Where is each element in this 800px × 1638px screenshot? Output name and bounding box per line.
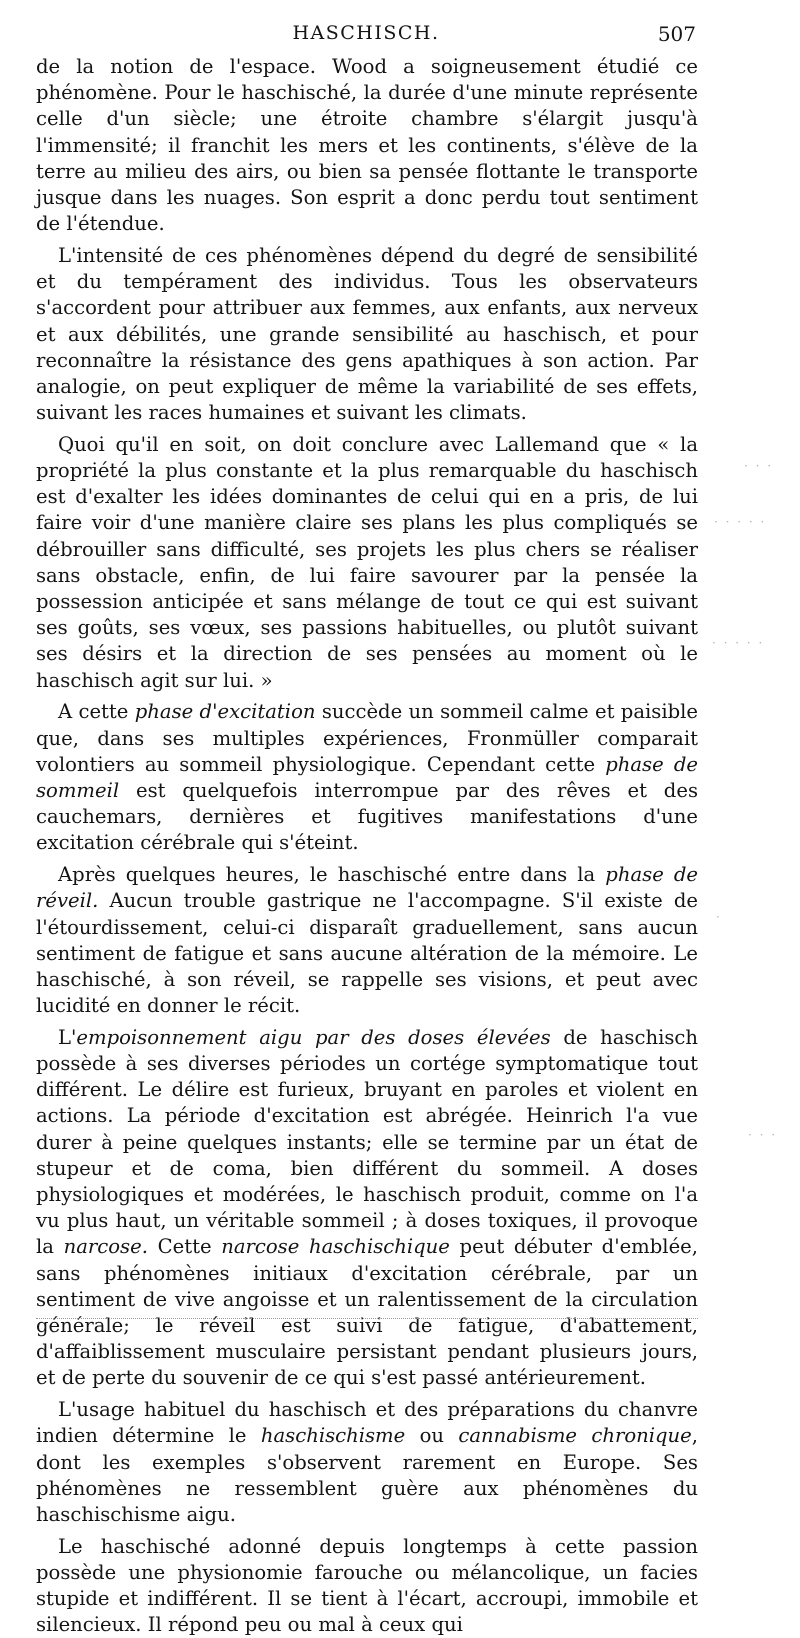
italic-phrase: haschischisme: [260, 1424, 406, 1448]
paragraph: [36, 1397, 698, 1528]
text-run: Après quelques heures, le haschisché entre dans la: [58, 863, 606, 887]
body-text: [36, 54, 698, 1638]
text-run: L': [58, 1025, 77, 1049]
text-run: succède un sommeil calme et paisible que, dans ses multiples expériences, Fronmüller comparait volontiers au sommeil physiologique. Cependant cette: [36, 700, 699, 776]
margin-speck: · · · · ·: [714, 515, 767, 529]
page-header: [36, 22, 696, 48]
bottom-dotted-rule: [36, 1318, 698, 1319]
text-run: de la notion de l'espace. Wood a soigneusement étudié ce phénomène. Pour le haschisché, la durée d'une minute représente celle d'un siècle; une étroite chambre s'élargit jusqu'à l'immensité; il franchit les mers et les continents, s'élève de la terre au milieu des airs, ou bien sa pensée flottante le transporte jusque dans les nuages. Son esprit a donc perdu tout sentiment de l'étendue.: [36, 55, 698, 236]
text-run: Cette: [147, 1235, 222, 1259]
margin-speck: ·: [716, 910, 722, 924]
text-run: est quelquefois interrompue par des rêves et des cauchemars, dernières et fugitives manifestations d'une excitation cérébrale qui s'éteint.: [36, 778, 698, 855]
margin-speck: · · ·: [744, 459, 774, 473]
text-run: peut débuter d'emblée, sans phénomènes initiaux d'excitation cérébrale, par un sentiment de vive angoisse et un ralentissement de la circulation générale; le réveil est suivi de fatigue, d'abattement, d'affaiblissement musculaire persistant pendant plusieurs jours, et de perte du souvenir de ce qui s'est passé antérieurement.: [36, 1235, 698, 1390]
text-run: de haschisch possède à ses diverses périodes un cortége symptomatique tout différent. Le délire est furieux, bruyant en paroles et violent en actions. La période d'excitation est abrégée. Heinrich l'a vue durer à peine quelques instants; elle se termine par un état de stupeur et de coma, bien différent du sommeil. A doses physiologiques et modérées, le haschisch produit, comme on l'a vu plus haut, un véritable sommeil ; à doses toxiques, il provoque la: [36, 1025, 698, 1259]
text-run: Aucun trouble gastrique ne l'accompagne. S'il existe de l'étourdissement, celui-ci disparaît graduellement, sans aucun sentiment de fatigue et sans aucune altération de la mémoire. Le haschisché, à son réveil, se rappelle ses visions, et peut avec lucidité en donner le récit.: [36, 889, 698, 1018]
italic-phrase: cannabisme chronique: [458, 1424, 692, 1448]
text-run: , dont les exemples s'observent rarement en Europe. Ses phénomènes ne ressemblent guère aux phénomènes du haschischisme aigu.: [36, 1424, 698, 1526]
italic-phrase: phase de sommeil: [36, 752, 698, 802]
text-run: Le haschisché adonné depuis longtemps à cette passion possède une physionomie farouche ou mélancolique, un facies stupide et indifférent. Il se tient à l'écart, accroupi, immobile et silencieux. Il répond peu ou mal à ceux qui: [36, 1534, 698, 1637]
italic-phrase: phase d'excitation: [134, 700, 316, 724]
paragraph: [36, 699, 698, 856]
margin-speck: · · ·: [748, 1128, 778, 1142]
paragraph: [36, 432, 698, 694]
italic-phrase: phase de réveil.: [36, 863, 698, 913]
italic-phrase: narcose.: [63, 1235, 148, 1259]
text-run: ou: [405, 1424, 459, 1448]
margin-speck: · · · · ·: [712, 636, 765, 650]
italic-phrase: empoisonnement aigu par des doses élevées: [76, 1025, 551, 1049]
text-run: L'intensité de ces phénomènes dépend du degré de sensibilité et du tempérament des individus. Tous les observateurs s'accordent pour attribuer aux femmes, aux enfants, aux nerveux et aux débilités, une grande sensibilité au haschisch, et pour reconnaître la résistance des gens apathiques à son action. Par analogie, on peut expliquer de même la variabilité de ses effets, suivant les races humaines et suivant les climats.: [36, 243, 698, 425]
paragraph: [36, 54, 698, 237]
text-run: Quoi qu'il en soit, on doit conclure avec Lallemand que « la propriété la plus constante et la plus remarquable du haschisch est d'exalter les idées dominantes de celui qui en a pris, de lui faire voir d'une manière claire ses plans les plus compliqués se débrouiller sans difficulté, ses projets les plus chers se réaliser sans obstacle, enfin, de lui faire savourer par la pensée la possession anticipée et sans mélange de tout ce qui est suivant ses goûts, ses vœux, ses passions habituelles, ou plutôt suivant ses désirs et la direction de ses pensées au moment où le haschisch agit sur lui. »: [36, 432, 698, 692]
italic-phrase: narcose haschischique: [221, 1235, 450, 1259]
running-title: HASCHISCH.: [292, 22, 440, 44]
paragraph: [36, 1025, 698, 1392]
text-run: L'usage habituel du haschisch et des préparations du chanvre indien détermine le: [36, 1398, 698, 1448]
paragraph: [36, 862, 698, 1019]
text-run: A cette: [58, 700, 135, 724]
paragraph: [36, 1534, 698, 1638]
page-number: 507: [657, 22, 696, 46]
paragraph: [36, 243, 698, 426]
